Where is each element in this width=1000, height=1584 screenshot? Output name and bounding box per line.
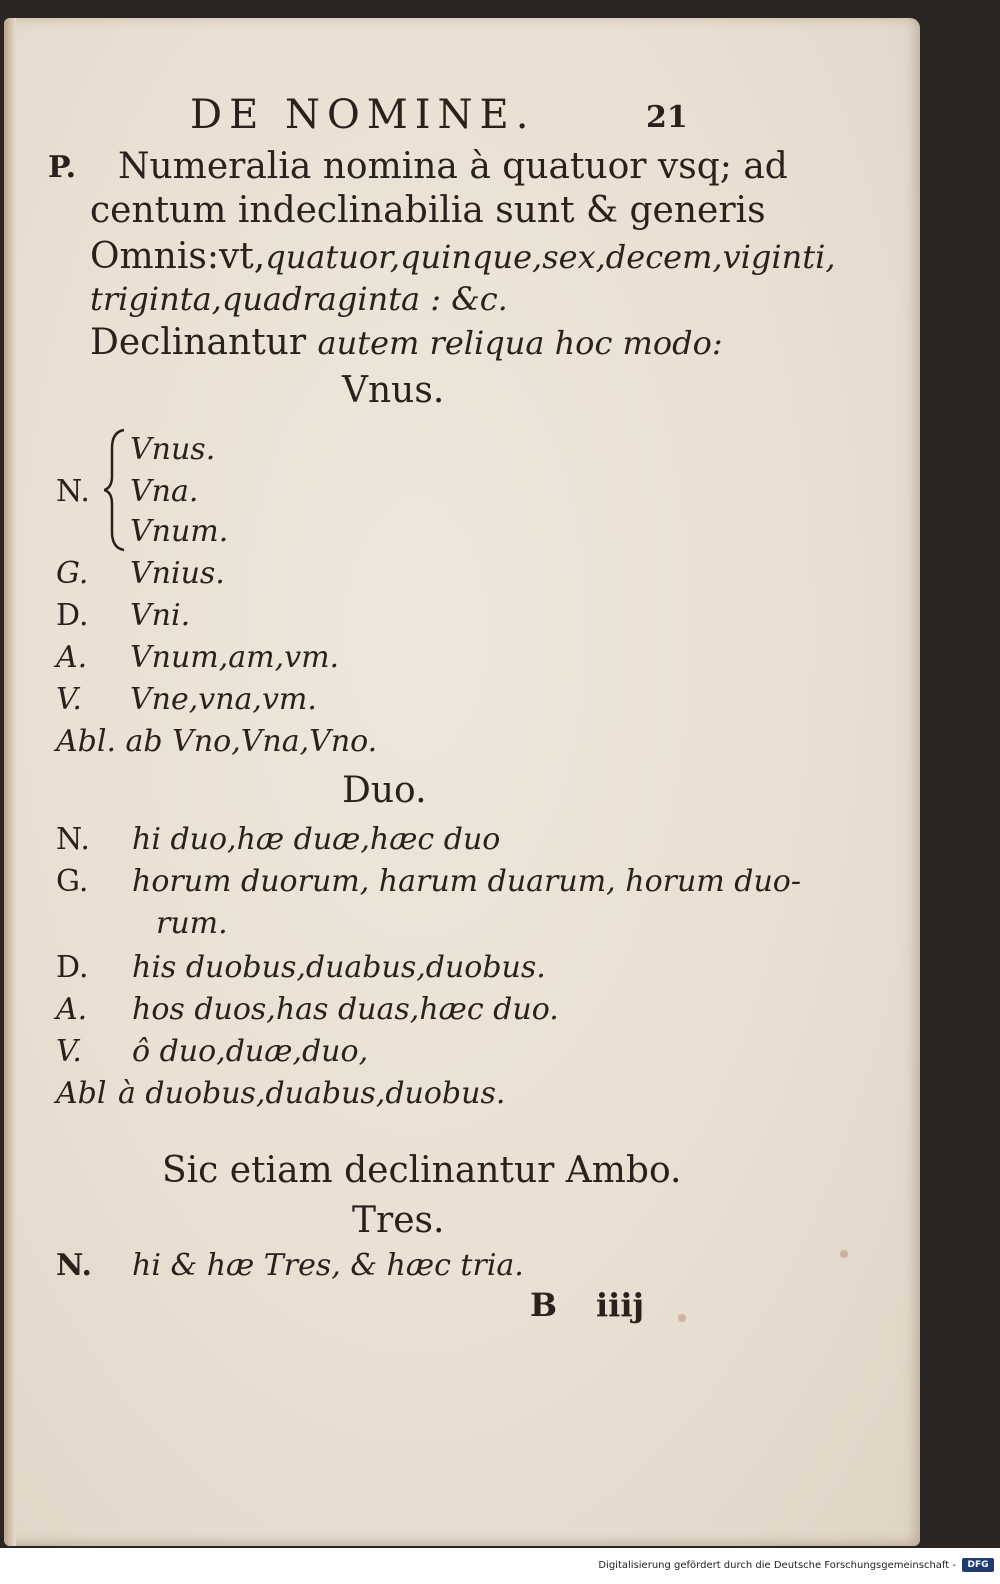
duo-nominative: hi duo,hæ duæ,hæc duo bbox=[132, 822, 501, 857]
unus-ablative: Abl. ab Vno,Vna,Vno. bbox=[56, 724, 378, 759]
page-spine-shadow bbox=[4, 18, 16, 1546]
unus-vocative: Vne,vna,vm. bbox=[130, 682, 317, 717]
duo-genitive-cont: rum. bbox=[156, 906, 228, 941]
intro-line-1: Numeralia nomina à quatuor vsq; ad bbox=[118, 146, 788, 187]
duo-label-g: G. bbox=[56, 864, 89, 899]
ambo-note: Sic etiam declinantur Ambo. bbox=[162, 1150, 682, 1191]
duo-ablative: à duobus,duabus,duobus. bbox=[118, 1076, 506, 1111]
duo-label-n: N. bbox=[56, 822, 90, 857]
case-label-dative: D. bbox=[56, 598, 89, 633]
unus-nom-masc: Vnus. bbox=[130, 432, 216, 467]
signature-numeral: iiij bbox=[596, 1286, 645, 1324]
duo-dative: his duobus,duabus,duobus. bbox=[132, 950, 546, 985]
tres-label-n: N. bbox=[56, 1248, 92, 1283]
unus-genitive: Vnius. bbox=[130, 556, 225, 591]
duo-label-v: V. bbox=[56, 1034, 82, 1069]
duo-label-d: D. bbox=[56, 950, 89, 985]
dfg-logo: DFG bbox=[962, 1558, 994, 1572]
unus-nom-fem: Vna. bbox=[130, 474, 199, 509]
curly-brace bbox=[104, 428, 128, 552]
duo-genitive: horum duorum, harum duarum, horum duo- bbox=[132, 864, 801, 899]
unus-nom-neut: Vnum. bbox=[130, 514, 229, 549]
ink-spot bbox=[678, 1314, 686, 1322]
duo-accusative: hos duos,has duas,hæc duo. bbox=[132, 992, 559, 1027]
signature-letter: B bbox=[530, 1286, 558, 1324]
intro-line-5-italic: autem reliqua hoc modo: bbox=[317, 324, 723, 362]
tres-nominative: hi & hæ Tres, & hæc tria. bbox=[132, 1248, 524, 1283]
case-label-accusative: A. bbox=[56, 640, 88, 675]
intro-line-3 bbox=[90, 236, 835, 277]
funding-credit: Digitalisierung gefördert durch die Deutsche Forschungsgemeinschaft - bbox=[598, 1560, 956, 1571]
intro-line-3-italic: quatuor,quinque,sex,decem,viginti, bbox=[265, 238, 836, 276]
case-label-nominative: N. bbox=[56, 474, 90, 509]
unus-dative: Vni. bbox=[130, 598, 191, 633]
intro-line-5 bbox=[90, 322, 723, 363]
case-label-vocative: V. bbox=[56, 682, 82, 717]
intro-line-4: triginta,quadraginta : &c. bbox=[90, 280, 508, 318]
intro-line-3-roman: Omnis:vt, bbox=[90, 236, 266, 277]
intro-line-2: centum indeclinabilia sunt & generis bbox=[90, 190, 766, 231]
paragraph-marker: P. bbox=[48, 150, 77, 185]
section-title-tres: Tres. bbox=[352, 1200, 445, 1241]
duo-label-abl: Abl bbox=[56, 1076, 107, 1111]
intro-line-5-roman: Declinantur bbox=[90, 322, 307, 363]
unus-accusative: Vnum,am,vm. bbox=[130, 640, 340, 675]
duo-vocative: ô duo,duæ,duo, bbox=[132, 1034, 369, 1069]
section-title-duo: Duo. bbox=[342, 770, 427, 811]
page-number: 21 bbox=[646, 100, 688, 135]
running-header: DE NOMINE. bbox=[190, 92, 536, 138]
case-label-genitive: G. bbox=[56, 556, 89, 591]
section-title-vnus: Vnus. bbox=[342, 370, 445, 411]
ink-spot bbox=[840, 1250, 848, 1258]
duo-label-a: A. bbox=[56, 992, 88, 1027]
